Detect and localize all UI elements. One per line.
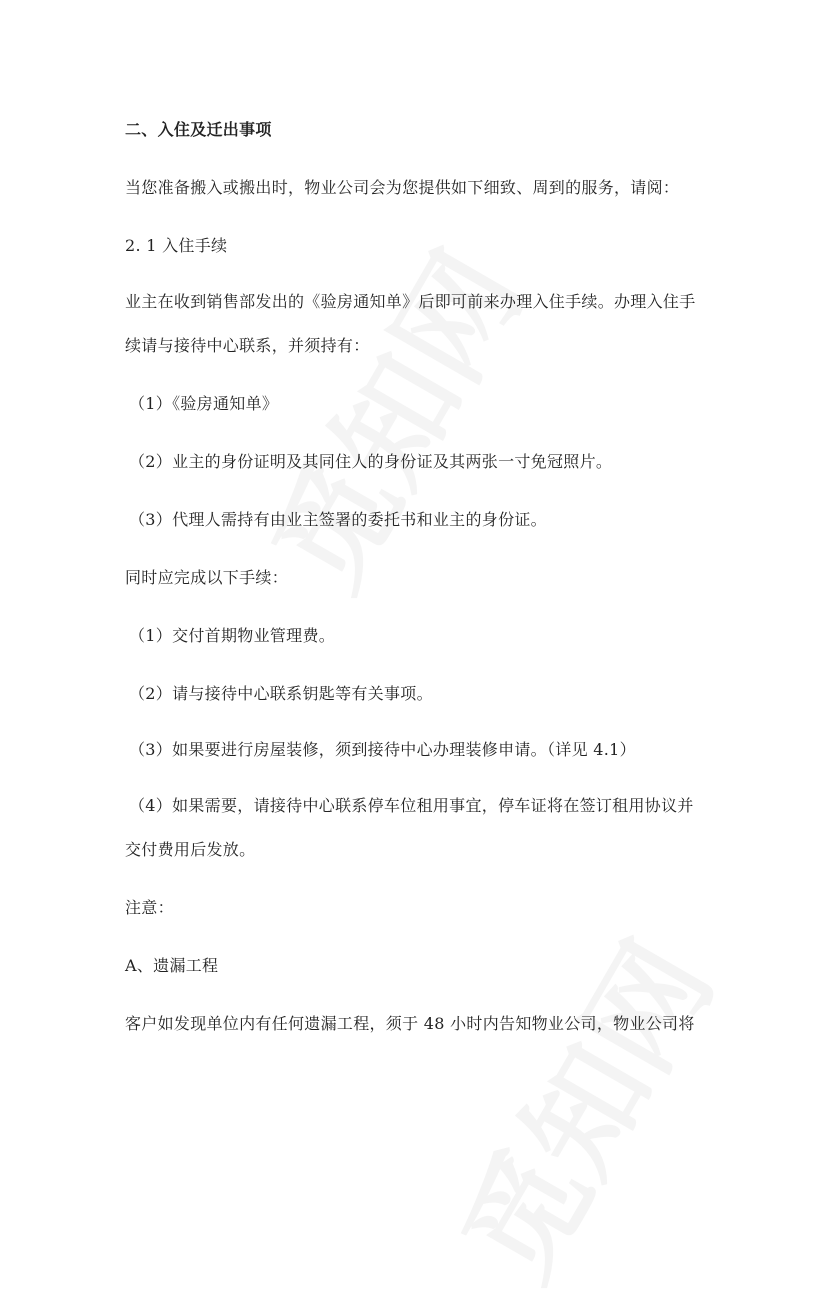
section-heading: 二、入住及迁出事项 [125,120,272,139]
list-item: （3）代理人需持有由业主签署的委托书和业主的身份证。 [129,510,547,529]
paragraph-line: 业主在收到销售部发出的《验房通知单》后即可前来办理入住手续。办理入住手 [125,292,696,311]
paragraph-label: 同时应完成以下手续： [125,568,289,587]
list-item: （2）请与接待中心联系钥匙等有关事项。 [129,684,433,703]
note-label: 注意： [125,898,174,917]
watermark [416,907,745,1305]
list-item: （4）如果需要，请接待中心联系停车位租用事宜，停车证将在签订租用协议并 [129,796,694,815]
list-item-continuation: 交付费用后发放。 [125,840,256,859]
note-text: 客户如发现单位内有任何遗漏工程，须于 48 小时内告知物业公司，物业公司将 [125,1014,695,1033]
list-item: （3）如果要进行房屋装修，须到接待中心办理装修申请。（详见 4.1） [129,740,636,759]
list-item: （2）业主的身份证明及其同住人的身份证及其两张一寸免冠照片。 [129,452,613,471]
intro-paragraph: 当您准备搬入或搬出时，物业公司会为您提供如下细致、周到的服务，请阅： [125,178,680,197]
note-title: A、遗漏工程 [125,956,219,975]
subsection-heading: 2. 1 入住手续 [125,236,228,255]
paragraph-line: 续请与接待中心联系，并须持有： [125,336,370,355]
list-item: （1）《验房通知单》 [129,394,279,413]
list-item: （1）交付首期物业管理费。 [129,626,336,645]
watermark [226,217,555,615]
